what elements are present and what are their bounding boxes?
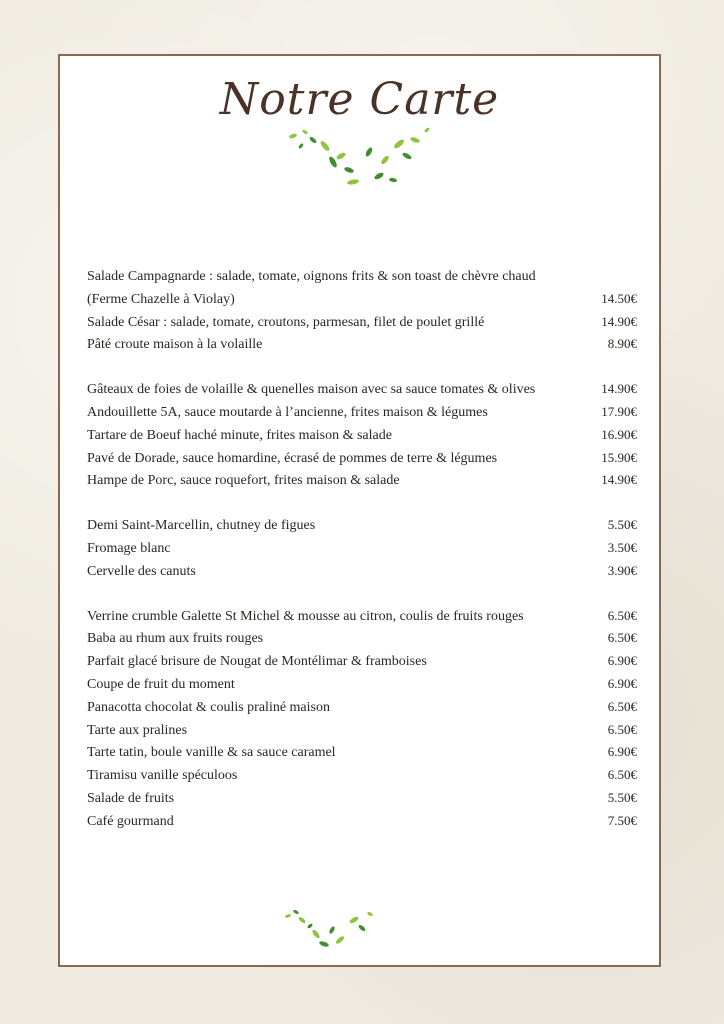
menu-item-name: Cervelle des canuts <box>87 563 196 579</box>
menu-item <box>87 764 637 787</box>
menu-item-price: 14.90€ <box>601 381 637 397</box>
menu-item <box>87 378 637 401</box>
menu-item <box>87 537 637 560</box>
menu-item-price: 6.50€ <box>607 698 637 714</box>
menu-item-name: Coupe de fruit du moment <box>87 676 235 692</box>
page-title: Notre Carte <box>219 74 500 125</box>
menu-section-desserts <box>87 605 637 833</box>
menu-section-cheeses <box>87 514 637 582</box>
menu-item-price: 6.90€ <box>607 744 637 760</box>
menu-item <box>87 266 637 288</box>
menu-item <box>87 810 637 833</box>
menu-list <box>87 266 637 855</box>
menu-item-name: Andouillette 5A, sauce moutarde à l’ancienne, frites maison & légumes <box>87 404 488 420</box>
menu-item-name: Gâteaux de foies de volaille & quenelles maison avec sa sauce tomates & olives <box>87 382 536 398</box>
menu-item-price: 6.50€ <box>607 630 637 646</box>
menu-item <box>87 333 637 356</box>
menu-item <box>87 719 637 742</box>
menu-item <box>87 627 637 650</box>
menu-item-name: Café gourmand <box>87 813 174 829</box>
menu-item-name: Panacotta chocolat & coulis praliné maison <box>87 699 330 715</box>
menu-item-price: 6.50€ <box>607 607 637 623</box>
menu-item <box>87 447 637 470</box>
menu-item-price: 3.90€ <box>607 562 637 578</box>
menu-item-name: Demi Saint-Marcellin, chutney de figues <box>87 518 316 534</box>
menu-item-name: Tarte tatin, boule vanille & sa sauce caramel <box>87 745 336 761</box>
menu-item-name: Hampe de Porc, sauce roquefort, frites maison & salade <box>87 473 400 489</box>
menu-item-price: 6.50€ <box>607 767 637 783</box>
menu-item <box>87 560 637 583</box>
menu-item <box>87 424 637 447</box>
menu-item-price: 15.90€ <box>601 449 637 465</box>
menu-item-name: Verrine crumble Galette St Michel & mousse au citron, coulis de fruits rouges <box>87 608 524 624</box>
menu-item-name: Salade de fruits <box>87 790 175 806</box>
menu-item <box>87 401 637 424</box>
menu-item-price: 16.90€ <box>601 426 637 442</box>
menu-item <box>87 469 637 492</box>
menu-item <box>87 696 637 719</box>
menu-item-name: Baba au rhum aux fruits rouges <box>87 631 264 647</box>
menu-item <box>87 673 637 696</box>
menu-item-price: 14.90€ <box>601 472 637 488</box>
leaves-ornament-top-icon <box>283 122 443 192</box>
menu-item-price: 14.90€ <box>601 313 637 329</box>
menu-section-starters <box>87 266 637 356</box>
menu-item-name: Tiramisu vanille spéculoos <box>87 768 238 784</box>
menu-item-name: Salade César : salade, tomate, croutons, parmesan, filet de poulet grillé <box>87 314 485 330</box>
menu-card <box>58 54 661 967</box>
menu-item-price: 6.90€ <box>607 653 637 669</box>
menu-item-name: Pavé de Dorade, sauce homardine, écrasé de pommes de terre & légumes <box>87 450 498 466</box>
menu-item-price: 5.50€ <box>607 789 637 805</box>
menu-item <box>87 650 637 673</box>
menu-item-name: Tartare de Boeuf haché minute, frites maison & salade <box>87 427 392 443</box>
menu-item-price: 6.50€ <box>607 721 637 737</box>
menu-item <box>87 288 637 311</box>
menu-item-price: 3.50€ <box>607 539 637 555</box>
menu-item-name: Pâté croute maison à la volaille <box>87 337 263 353</box>
menu-item-price: 14.50€ <box>601 290 637 306</box>
menu-section-mains <box>87 378 637 492</box>
menu-item-name: Tarte aux pralines <box>87 722 188 738</box>
menu-item-price: 7.50€ <box>607 812 637 828</box>
menu-item <box>87 311 637 334</box>
menu-item-name: Salade Campagnarde : salade, tomate, oignons frits & son toast de chèvre chaud <box>87 269 536 284</box>
menu-item <box>87 605 637 628</box>
menu-item <box>87 787 637 810</box>
menu-item-name: Fromage blanc <box>87 540 171 556</box>
menu-item-price: 5.50€ <box>607 517 637 533</box>
menu-item-name: Parfait glacé brisure de Nougat de Montélimar & framboises <box>87 654 427 670</box>
leaves-ornament-bottom-icon <box>280 906 380 956</box>
menu-item-price: 6.90€ <box>607 675 637 691</box>
menu-item <box>87 741 637 764</box>
menu-item-name: (Ferme Chazelle à Violay) <box>87 291 235 307</box>
menu-item <box>87 514 637 537</box>
menu-item-price: 17.90€ <box>601 403 637 419</box>
menu-item-price: 8.90€ <box>607 336 637 352</box>
